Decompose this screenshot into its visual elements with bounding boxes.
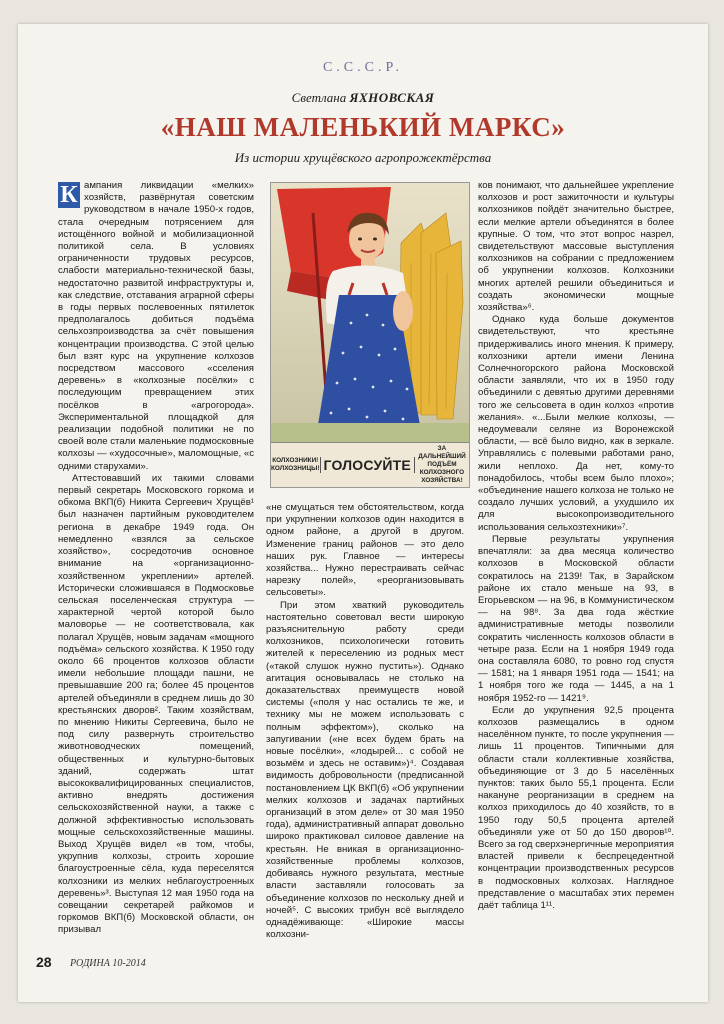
paragraph: «не смущаться тем обстоятельством, когда при укрупнении колхозов один находится в одном районе, а другой в другом. Изменение границ районов — это дело наших рук. Главное — интересы хозяйства... Нужно перестраивать сейчас нарезку полей», «реорганизовывать сельсоветы». (266, 502, 464, 599)
section-label: С.С.С.Р. (322, 60, 404, 75)
paragraph: ков понимают, что дальнейшее укрепление колхозов и рост зажиточности и культуры колхозников пойдёт значительно быстрее, если мелкие артели объединятся в более крупные. О том, что этот вопрос назрел, свидетельствуют массовые выступления колхозников на собрании с предложением об укрупнении колхозов. Колхозники многих артелей решили объединиться и создать экономически мощные хозяйства»⁶. (478, 180, 674, 314)
article-subtitle: Из истории хрущёвского агропрожектёрства (234, 150, 492, 165)
poster-caption-main: ГОЛОСУЙТЕ (320, 457, 415, 473)
text-column-3 (478, 180, 674, 952)
author-family-name: ЯХНОВСКАЯ (349, 90, 435, 105)
text-column-2 (266, 502, 464, 954)
magazine-issue: РОДИНА 10-2014 (70, 958, 146, 969)
poster-caption-left: КОЛХОЗНИКИ! КОЛХОЗНИЦЫ! (271, 457, 320, 472)
magazine-page (18, 24, 708, 1002)
drop-cap: К (58, 182, 80, 208)
poster-caption (271, 442, 469, 487)
paragraph: Первые результаты укрупнения впечатляли: за два месяца количество колхозов в Московской области сократилось на 2139! Так, в Зарайском районе их стало меньше на 93, в Егорьевском — на 96, в Коммунистическом — на 98⁸. За два года жёсткие административные методы позволили сократить численность колхозов области в четыре раза. Если на 1 ноября 1949 года она составляла 6080, то ровно год спустя — 1581; на 1 января 1951 года — 1541; на 1 ноября того же года — 1445, а на 1 ноября 1952-го — 1421⁹. (478, 533, 674, 704)
author-given-name: Светлана (291, 90, 347, 105)
page-number: 28 (36, 954, 52, 970)
paragraph: Если до укрупнения 92,5 процента колхозов размещались в одном населённом пункте, то после укрупнения — лишь 11 процентов. Типичными для области стали коллективные хозяйства, объединяющие от 3 до 5 населённых пунктов: таких было 55,1 процента. Если накануне реорганизации в среднем на колхоз приходилось до 40 хозяйств, то в 1950 году 50,5 процента артелей объединяли уже от 50 до 150 дворов¹⁰. Всего за год сверхэнергичные мероприятия властей привели к беспрецедентной концентрации производственных ресурсов в подмосковных колхозах. Наглядное представление о масштабах этих перемен даёт таблица 1¹¹. (478, 704, 674, 911)
article-title: «НАШ МАЛЕНЬКИЙ МАРКС» (160, 112, 566, 142)
paragraph (58, 180, 254, 473)
text-column-1 (58, 180, 254, 952)
propaganda-poster-image (270, 182, 470, 488)
poster-caption-right: ЗА ДАЛЬНЕЙШИЙ ПОДЪЁМ КОЛХОЗНОГО ХОЗЯЙСТВА! (418, 445, 466, 484)
paragraph: Аттестовавший их такими словами первый секретарь Московского горкома и обкома ВКП(б) Никита Сергеевич Хрущёв¹ был назначен партийным руководителем региона в декабре 1949 года. Он немедленно «взялся за сельское хозяйство», сосредоточив основное внимание на «организационно-хозяйственном укреплении» артелей. Исторически сложившаяся в Подмосковье сельская поселенческая структура — характерной чертой которой было маловорье — не соответствовала, как полагал Хрущёв, новым задачам «мощного подъёма» сельского хозяйства. К 1950 году около 66 процентов колхозов области имели небольшие площади пашни, не превышавшие 200 га; более 45 процентов артелей объединяли в среднем лишь до 30 крестьянских дворов². Таким хозяйствам, по мнению Никиты Сергеевича, было не под силу развернуть строительство животноводческих помещений, общественных и культурно-бытовых зданий, содержать штат высококвалифицированных специалистов, активно внедрять достижения сельскохозяйственной науки, а также с должной эффективностью использовать мощные сельскохозяйственные машины. Выход Хрущёв видел «в том, чтобы, укрупнив колхозы, строить хорошие благоустроенные сёла, куда переселятся колхозники из мелких неблагоустроенных деревень»³. Выступая 12 мая 1950 года на совещании секретарей райкомов и горкомов ВКП(б) Московской области, он призывал (58, 472, 254, 936)
paragraph: Однако куда больше документов свидетельствуют, что крестьяне придерживались иного мнения. К примеру, колхозники артели имени Ленина Солнечногорского района Московской области заявляли, что их в 1950 году объединили с девятью другими деревнями того же сельсовета в один колхоз «против желания». «...Были мелкие колхозы, — недоумевали селяне из Воронежской области, — всё было видно, как в зеркале. Управлялись с полевыми работами рано, жили неплохо. Да нет, кому-то понадобилось, чтобы всем было плохо»; «объединение нашего колхоза не только не создало лучших условий, а ухудшило их для высокопроизводительного использования сельхозтехники»⁷. (478, 314, 674, 533)
paragraph-text: ампания ликвидации «мелких» хозяйств, развёрнутая советским руководством в начале 1950-х годов, стала очередным потрясением для истощённого войной и мобилизационной политикой села. В условиях ограниченности трудовых ресурсов, слабости материально-технической базы, недостаточно развитой инфраструктуры и, как следствие, отставания аграрной сферы в годы первых послевоенных пятилеток предполагалось добиться подъёма сельхозпроизводства за счёт повышения концентрации производства. С этой целью был взят курс на укрупнение колхозов посредством массового «сселения деревень» в «колхозные посёлки» с последующим превращением этих посёлков в «агрогорода». Экспериментальной площадкой для реализации подобной политики не по своей воле стали маленькие подмосковные колхозы — «худосочные», маломощные, «с одними старухами». (58, 180, 254, 472)
poster-artwork-icon (271, 183, 469, 443)
author-line (18, 90, 708, 106)
paragraph: При этом хваткий руководитель настоятельно советовал вести широкую разъяснительную работу среди колхозников, психологически готовить жителей к переселению из родных мест («такой слушок нужно пустить»). Однако агитация основывалась не столько на доказательствах преимуществ новой системы («поля у нас остались те же, и технику мы не можем использовать с полным эффектом»), сколько на запугивании («не всех будем брать на новые посёлки», «лодырей... с собой не возьмём и здесь не оставим»)⁴. Создавая видимость добровольности (предписанной постановлением ЦК ВКП(б) «Об укрупнении мелких колхозов и задачах партийных организаций в этом деле» от 30 мая 1950 года), административный аппарат довольно широко практиковал силовое давление на крестьян. Не вникая в организационно-хозяйственные проблемы колхозов, добиваясь нужного результата, местные власти заставляли голосовать за объединение колхозов по нескольку дней и ночей⁵. С высоких трибун всё выглядело однадёживающе: «Широкие массы колхозни- (266, 599, 464, 941)
